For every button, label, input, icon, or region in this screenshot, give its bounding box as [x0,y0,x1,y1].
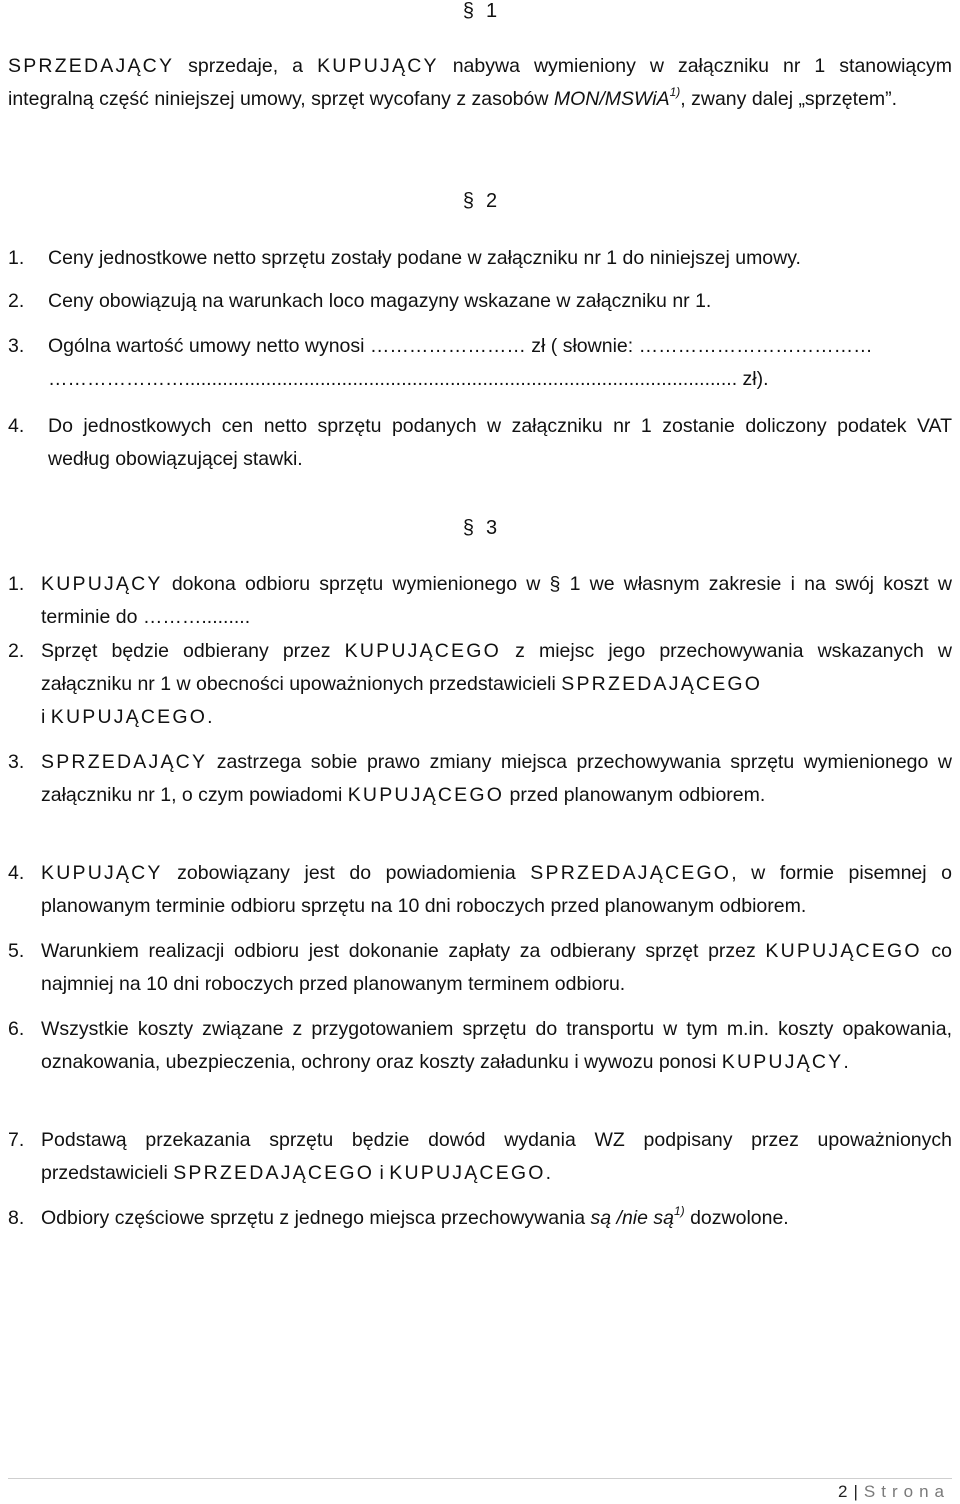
text-run: Odbiory częściowe sprzętu z jednego miejsca przechowywania [41,1207,591,1229]
party-buyer: KUPUJĄCEGO [50,706,208,728]
text-run: . [843,1051,849,1073]
item-number: 3. [8,335,25,357]
text-run: . [207,706,213,728]
text-run: przed planowanym odbiorem. [504,784,766,806]
party-buyer: KUPUJĄCY [41,862,163,884]
item-number: 5. [8,940,25,962]
text-run: , w formie pisemnej o planowanym terminie odbioru sprzętu na 10 dni roboczych przed planowanym odbiorem. [41,862,952,917]
text-italic: MON/MSWiA [553,88,670,110]
party-buyer: KUPUJĄCEGO [765,940,922,962]
text-run: nabywa wymieniony w załączniku nr 1 stanowiącym integralną część niniejszej umowy, sprzęt wycofany z zasobów [8,55,952,110]
item-number: 1. [8,573,25,595]
item-text [41,746,952,812]
section-1-paragraph [8,50,952,116]
text-run: co najmniej na 10 dni roboczych przed planowanym terminem odbioru. [41,940,953,995]
footnote-ref: 1) [669,84,681,99]
party-buyer: KUPUJĄCY [41,573,163,595]
text-run: dokona odbioru sprzętu wymienionego w [162,573,550,595]
item-number: 7. [8,1129,25,1151]
item-text [41,635,952,734]
party-seller: SPRZEDAJĄCEGO [561,673,763,695]
party-seller: SPRZEDAJĄCEGO [530,862,732,884]
item-number: 1. [8,247,25,269]
party-buyer: KUPUJĄCEGO [389,1162,546,1184]
party-seller: SPRZEDAJĄCEGO [173,1162,375,1184]
item-text: Do jednostkowych cen netto sprzętu podanych w załączniku nr 1 zostanie doliczony podatek VAT według obowiązującej stawki. [48,415,952,470]
text-run: zobowiązany jest do powiadomienia [162,862,531,884]
item-number: 6. [8,1018,25,1040]
text-run: i [374,1162,390,1184]
section-heading-1 [0,0,960,22]
page-footer [838,1482,950,1502]
item-text [41,568,952,634]
section-symbol: § [549,573,561,595]
item-number: 2. [8,640,25,662]
section-symbol: § [462,190,474,212]
section-symbol: § [462,517,474,539]
section-heading-3 [0,517,960,539]
text-run: Warunkiem realizacji odbioru jest dokonanie zapłaty za odbierany sprzęt przez [41,940,766,962]
footer-separator: | [853,1482,858,1501]
text-run: Wszystkie koszty związane z przygotowaniem sprzętu do transportu w tym m.in. koszty opakowania, oznakowania, ubezpieczenia, ochrony oraz koszty załadunku i wywozu ponosi [41,1018,952,1073]
item-text [41,1013,952,1079]
text-run: i [41,706,51,728]
party-seller: SPRZEDAJĄCY [41,751,208,773]
party-buyer: KUPUJĄCY [317,55,439,77]
footnote-ref: 1) [673,1203,685,1218]
item-number: 3. [8,751,25,773]
text-run: Sprzęt będzie odbierany przez [41,640,345,662]
item-text [41,857,952,923]
text-run: sprzedaje, a [174,55,318,77]
value-field-line-2: …………………...................................................................................................... zł). [48,368,769,390]
page-number: 2 [838,1482,848,1501]
item-number: 4. [8,862,25,884]
section-number: 2 [486,190,498,212]
section-number: 1 [486,0,498,22]
value-field-line-1: Ogólna wartość umowy netto wynosi …………………… zł ( słownie: ……………………………… [48,335,873,357]
text-run: z miejsc jego przechowywania wskazanych w załączniku nr 1 w obecności upoważnionych przedstawicieli [41,640,953,695]
item-number: 2. [8,290,25,312]
item-text [41,935,952,1001]
section-symbol: § [462,0,474,22]
text-italic: są /nie są [590,1207,674,1229]
party-buyer: KUPUJĄCEGO [347,784,505,806]
item-text [41,1124,952,1190]
text-run: 1 we własnym zakresie i na swój koszt w terminie do ………......... [41,573,952,628]
section-number: 3 [486,517,498,539]
text-run: zastrzega sobie prawo zmiany miejsca przechowywania sprzętu wymienionego w załączniku nr 1, o czym powiadomi [41,751,952,806]
party-buyer: KUPUJĄCEGO [344,640,501,662]
item-text: Ceny jednostkowe netto sprzętu zostały podane w załączniku nr 1 do niniejszej umowy. [48,247,801,269]
party-buyer: KUPUJĄCY [721,1051,844,1073]
item-number: 8. [8,1207,25,1229]
section-heading-2 [0,190,960,212]
text-run: Podstawą przekazania sprzętu będzie dowód wydania WZ podpisany przez upoważnionych przedstawicieli [41,1129,952,1184]
text-run: dozwolone. [684,1207,789,1229]
text-run: , zwany dalej „sprzętem”. [680,88,898,110]
footer-divider [8,1478,952,1479]
item-text: Ceny obowiązują na warunkach loco magazyny wskazane w załączniku nr 1. [48,290,712,312]
party-seller: SPRZEDAJĄCY [8,55,175,77]
text-run: . [545,1162,552,1184]
page-label: Strona [863,1482,950,1501]
item-number: 4. [8,415,25,437]
item-text [41,1202,952,1235]
